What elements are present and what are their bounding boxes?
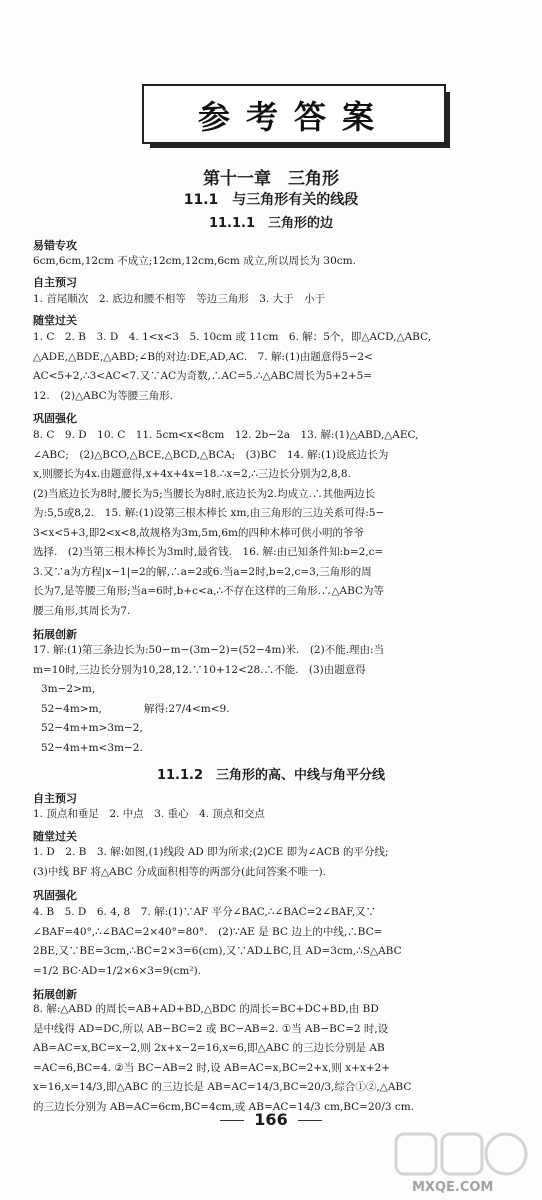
subsection-title-1: 11.1.1 三角形的边 <box>208 216 334 231</box>
page-number-text: 166 <box>254 1110 288 1129</box>
heading-gonggu-1: 巩固强化 <box>33 412 77 425</box>
block-suitang-1 <box>33 328 513 406</box>
block-zizhu-2 <box>33 805 513 825</box>
text-line: 3m−2>m, <box>41 683 96 695</box>
section-title: 11.1 与三角形有关的线段 <box>183 192 359 208</box>
text-line: 是中线得 AD=DC,所以 AB−BC=2 或 BC−AB=2. ①当 AB−BC=2 时,设 <box>33 1022 389 1035</box>
text-line: 的三边长分别为 AB=AC=6cm,BC=4cm,或 AB=AC=14/3 cm,BC=20/3 cm. <box>33 1100 415 1113</box>
text-line: 长为7,是等腰三角形;当a=6时,b+c<a,∴不存在这样的三角形.∴△ABC为等 <box>33 585 385 597</box>
text-line: 3<x<5+3,即2<x<8,故规格为3m,5m,6m的四种木棒可供小明的爷爷 <box>33 526 364 539</box>
text-line: 腰三角形,其周长为7. <box>33 604 131 617</box>
text-line: 8. C 9. D 10. C 11. 5cm<x<8cm 12. 2b−2a 13. 解:(1)△ABD,△AEC, <box>33 429 419 441</box>
text-line: (2)当底边长为8时,腰长为5;当腰长为8时,底边长为2.均成立.∴其他两边长 <box>33 487 375 500</box>
text-line: 1. C 2. B 3. D 4. 1<x<3 5. 10cm 或 11cm 6. 解：5个，即△ACD,△ABC, <box>33 331 432 343</box>
text-line: 选择. (2)当第三根木棒长为3m时,最省钱. 16. 解:由已知条件知:b=2,c= <box>33 546 384 558</box>
block-suitang-2 <box>33 843 513 882</box>
heading-gonggu-2: 巩固强化 <box>33 889 77 902</box>
subsection-title-2: 11.1.2 三角形的高、中线与角平分线 <box>156 768 386 783</box>
text-line: 1. 首尾顺次 2. 底边和腰不相等 等边三角形 3. 大于 小于 <box>33 293 326 305</box>
banner-title: 参考答案 <box>197 98 390 136</box>
heading-zizhu-1: 自主预习 <box>33 276 77 289</box>
heading-tuozhan-1: 拓展创新 <box>33 628 77 641</box>
text-line: 8. 解:△ABD 的周长=AB+AD+BD,△BDC 的周长=BC+DC+BD,由 BD <box>33 1003 379 1015</box>
block-gonggu-1 <box>33 426 513 621</box>
heading-suitang-1: 随堂过关 <box>33 314 77 327</box>
text-line: 17. 解:(1)第三条边长为:50−m−(3m−2)=(52−4m)米. (2)不能.理由:当 <box>33 644 385 656</box>
block-tuozhan-1 <box>33 641 513 758</box>
text-line: 1. 顶点和垂足 2. 中点 3. 重心 4. 顶点和交点 <box>33 808 265 820</box>
text-line: 12. (2)△ABC为等腰三角形. <box>33 389 174 402</box>
text-line: 4. B 5. D 6. 4, 8 7. 解:(1)∵AF 平分∠BAC,∴∠BAC=2∠BAF,又∵ <box>33 906 377 918</box>
text-line: x,则腰长为4x.由题意得,x+4x+4x=18.∴x=2,∴三边长分别为2,8,8. <box>33 468 351 480</box>
text-line: (3)中线 BF 将△ABC 分成面积相等的两部分(此问答案不唯一). <box>33 865 327 878</box>
block-yicuo <box>33 252 513 272</box>
chapter-title: 第十一章 三角形 <box>203 169 339 189</box>
heading-yicuo: 易错专攻 <box>33 239 77 252</box>
text-line: 52−4m+m>3m−2, <box>41 722 143 734</box>
text-line: 2BE,又∵BE=3cm,∴BC=2×3=6(cm),又∵AD⊥BC,且 AD=3cm,∴S△ABC <box>33 945 402 957</box>
text-line: 1. D 2. B 3. 解:如图,(1)线段 AD 即为所求;(2)CE 即为∠ACB 的平分线; <box>33 846 389 858</box>
block-zizhu-1 <box>33 290 513 310</box>
heading-suitang-2: 随堂过关 <box>33 830 77 843</box>
watermark-text: MXQE.COM <box>412 1180 494 1195</box>
heading-tuozhan-2: 拓展创新 <box>33 988 77 1001</box>
heading-zizhu-2: 自主预习 <box>33 792 77 805</box>
block-tuozhan-2 <box>33 1000 513 1117</box>
text-line: x=16,x=14/3,即△ABC 的三边长是 AB=AC=14/3,BC=20/3,综合①②,△ABC <box>33 1081 412 1093</box>
answer-banner <box>142 84 446 144</box>
text-line: 52−4m+m<3m−2. <box>41 741 143 754</box>
page-dash-right <box>298 1120 322 1121</box>
text-line: AB=AC=x,BC=x−2,则 2x+x−2=16,x=6,即△ABC 的三边长分别是 AB <box>33 1042 385 1054</box>
text-line: ∠ABC; (2)△BCO,△BCE,△BCD,△BCA; (3)BC 14. 解:(1)设底边长为 <box>33 448 389 461</box>
text-line: 为:5,5或8,2. 15. 解:(1)设第三根木棒长 xm,由三角形的三边关系可得:5− <box>33 507 385 519</box>
text-line: =AC=6,BC=4. ②当 BC−AB=2 时,设 AB=AC=x,BC=2+x,则 x+x+2+ <box>33 1061 391 1074</box>
page-number <box>0 1110 542 1129</box>
page-dash-left <box>220 1120 244 1121</box>
text-line: △ADE,△BDE,△ABD;∠B的对边:DE,AD,AC. 7. 解:(1)由题意得5−2< <box>33 350 373 363</box>
text-line: AC<5+2,∴3<AC<7.又∵AC为奇数,∴AC=5.∴△ABC周长为5+2+5= <box>33 370 373 382</box>
text-line: 6cm,6cm,12cm 不成立;12cm,12cm,6cm 成立,所以周长为 30cm. <box>33 255 356 267</box>
text-line: 52−4m>m, 解得:27/4<m<9. <box>41 702 230 715</box>
text-line: 3.又∵a为方程|x−1|=2的解,∴a=2或6.当a=2时,b=2,c=3,三角形的周 <box>33 565 372 578</box>
block-gonggu-2 <box>33 903 513 981</box>
text-line: m=10时,三边长分别为10,28,12.∵10+12<28.∴不能. (3)由题意得 <box>33 663 366 676</box>
text-line: ∠BAF=40°,∴∠BAC=2×40°=80°. (2)∵AE 是 BC 边上的中线,∴BC= <box>33 925 383 938</box>
text-line: =1/2 BC·AD=1/2×6×3=9(cm²). <box>33 964 202 977</box>
